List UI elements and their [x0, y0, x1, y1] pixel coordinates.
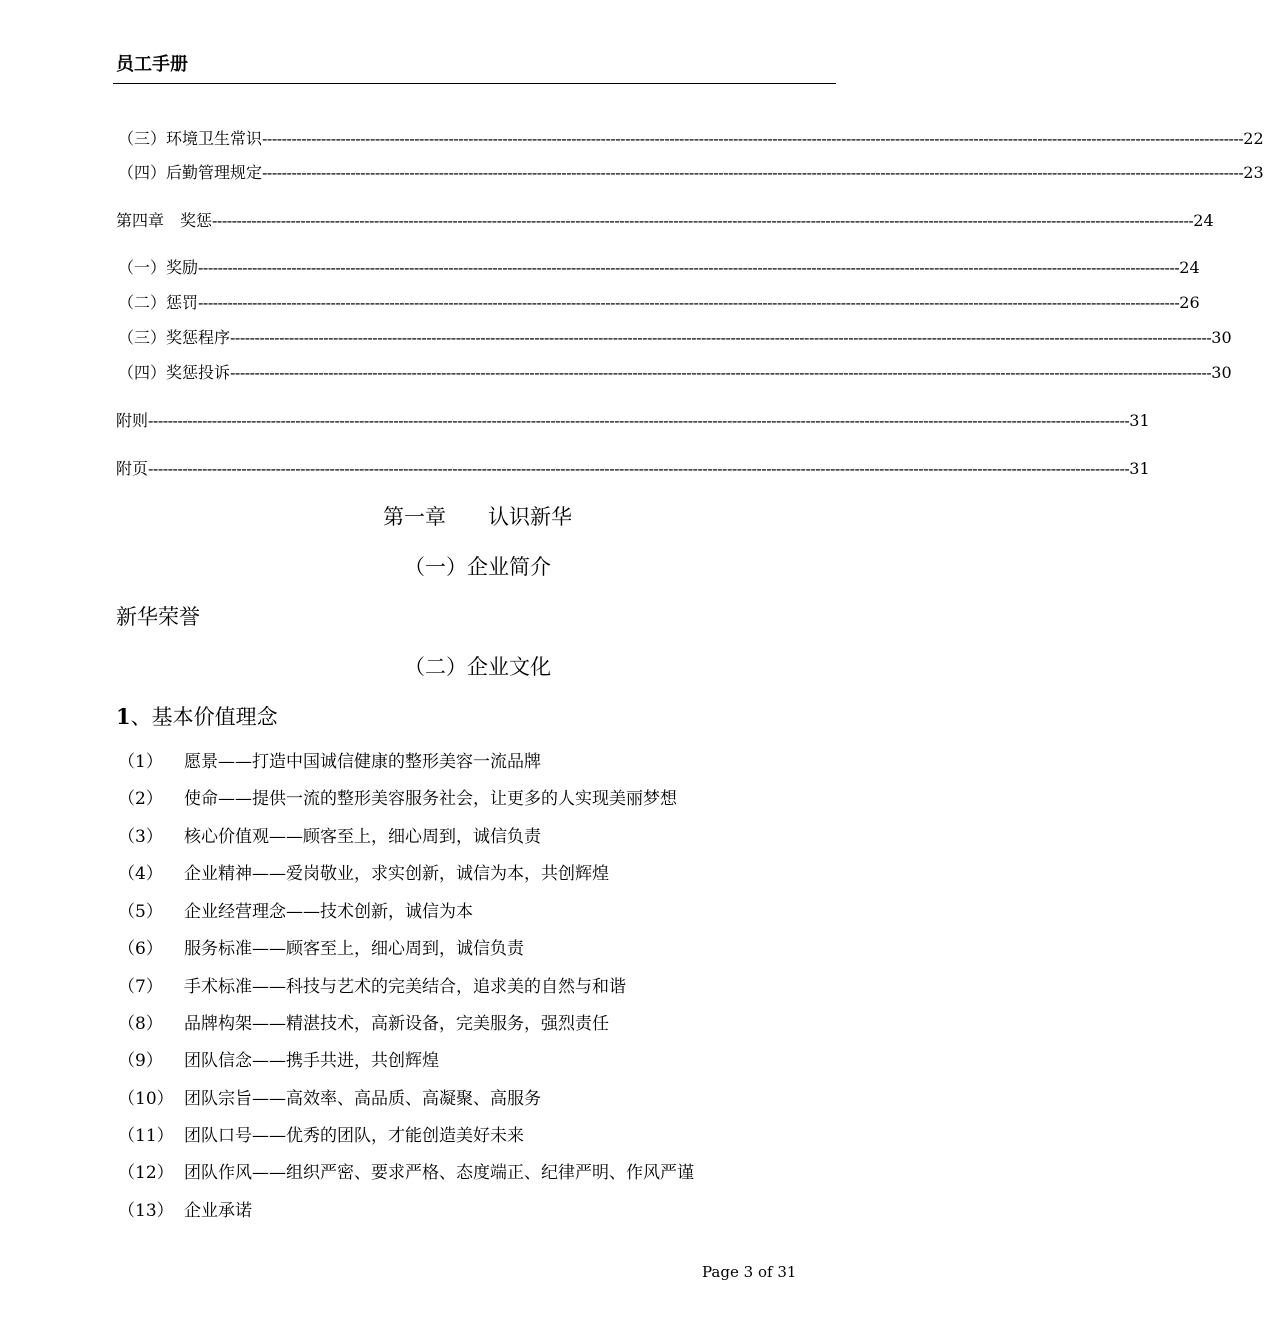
toc-label: 附页 — [116, 459, 149, 478]
list-item — [118, 1088, 541, 1110]
list-item — [118, 976, 626, 998]
list-item — [118, 938, 524, 960]
list-item — [118, 788, 677, 810]
honor-heading: 新华荣誉 — [116, 605, 200, 629]
toc-line — [116, 411, 1150, 431]
item-text: 企业精神——爱岗敬业，求实创新，诚信为本，共创辉煌 — [184, 864, 609, 884]
toc-page: 24 — [1179, 258, 1200, 277]
section-title-intro: （一）企业简介 — [404, 555, 551, 579]
item-number: （6） — [118, 939, 163, 959]
toc-page: 22 — [1243, 129, 1264, 148]
toc-leader: -------------------------------------------------------------------------------------------------------------------------------------------------------------------------------------------------------- — [212, 211, 1194, 230]
item-number: （5） — [118, 902, 163, 922]
list-item — [118, 751, 541, 773]
toc-page: 26 — [1179, 293, 1200, 312]
list-item — [118, 1200, 252, 1222]
list-item — [118, 1125, 524, 1147]
header-rule — [113, 83, 836, 84]
toc-label: （四）奖惩投诉 — [118, 363, 231, 382]
footer-page-label: Page — [702, 1263, 739, 1281]
list-item — [118, 863, 609, 885]
footer-of-label: of — [757, 1263, 773, 1281]
toc-page: 30 — [1211, 328, 1232, 347]
toc-line — [118, 258, 1200, 278]
footer-total-pages: 31 — [777, 1263, 797, 1281]
toc-leader: -------------------------------------------------------------------------------------------------------------------------------------------------------------------------------------------------------- — [262, 129, 1244, 148]
item-text: 愿景——打造中国诚信健康的整形美容一流品牌 — [184, 752, 541, 772]
header-title: 员工手册 — [116, 54, 188, 75]
toc-page: 23 — [1243, 163, 1264, 182]
toc-line — [118, 129, 1264, 149]
toc-label: （二）惩罚 — [118, 293, 199, 312]
footer-page-number: 3 — [743, 1263, 754, 1281]
item-number: （8） — [118, 1014, 163, 1034]
toc-line — [118, 328, 1232, 348]
item-text: 团队信念——携手共进，共创辉煌 — [184, 1051, 439, 1071]
item-number: （1） — [118, 752, 163, 772]
item-text: 企业承诺 — [184, 1201, 252, 1221]
values-heading — [116, 704, 278, 730]
values-heading-text: 、基本价值理念 — [130, 705, 278, 729]
toc-page: 31 — [1129, 411, 1150, 430]
list-item — [118, 1013, 609, 1035]
item-text: 手术标准——科技与艺术的完美结合，追求美的自然与和谐 — [184, 977, 626, 997]
toc-leader: -------------------------------------------------------------------------------------------------------------------------------------------------------------------------------------------------------- — [198, 258, 1180, 277]
toc-label: （三）奖惩程序 — [118, 328, 231, 347]
toc-leader: -------------------------------------------------------------------------------------------------------------------------------------------------------------------------------------------------------- — [230, 328, 1212, 347]
toc-line — [116, 459, 1150, 479]
toc-line — [118, 293, 1200, 313]
item-number: （7） — [118, 977, 163, 997]
list-item — [118, 1050, 439, 1072]
item-number: （4） — [118, 864, 163, 884]
item-number: （10） — [118, 1089, 174, 1109]
toc-leader: -------------------------------------------------------------------------------------------------------------------------------------------------------------------------------------------------------- — [230, 363, 1212, 382]
item-text: 团队宗旨——高效率、高品质、高凝聚、高服务 — [184, 1089, 541, 1109]
values-heading-number: 1 — [116, 704, 131, 729]
item-number: （2） — [118, 789, 163, 809]
toc-label: 第四章 奖惩 — [116, 211, 213, 230]
item-text: 企业经营理念——技术创新，诚信为本 — [184, 902, 473, 922]
list-item — [118, 826, 541, 848]
item-number: （13） — [118, 1201, 174, 1221]
list-item — [118, 901, 473, 923]
item-text: 团队作风——组织严密、要求严格、态度端正、纪律严明、作风严谨 — [184, 1163, 694, 1183]
item-number: （9） — [118, 1051, 163, 1071]
toc-label: 附则 — [116, 411, 149, 430]
toc-label: （三）环境卫生常识 — [118, 129, 263, 148]
toc-leader: -------------------------------------------------------------------------------------------------------------------------------------------------------------------------------------------------------- — [148, 411, 1130, 430]
toc-line — [116, 211, 1214, 231]
page-footer — [702, 1262, 796, 1282]
toc-line — [118, 163, 1264, 183]
item-number: （11） — [118, 1126, 174, 1146]
toc-line — [118, 363, 1232, 383]
toc-label: （一）奖励 — [118, 258, 199, 277]
list-item — [118, 1162, 694, 1184]
toc-leader: -------------------------------------------------------------------------------------------------------------------------------------------------------------------------------------------------------- — [198, 293, 1180, 312]
toc-leader: -------------------------------------------------------------------------------------------------------------------------------------------------------------------------------------------------------- — [148, 459, 1130, 478]
toc-label: （四）后勤管理规定 — [118, 163, 263, 182]
toc-page: 31 — [1129, 459, 1150, 478]
section-title-culture: （二）企业文化 — [404, 655, 551, 679]
toc-page: 30 — [1211, 363, 1232, 382]
toc-leader: -------------------------------------------------------------------------------------------------------------------------------------------------------------------------------------------------------- — [262, 163, 1244, 182]
item-text: 团队口号——优秀的团队，才能创造美好未来 — [184, 1126, 524, 1146]
item-text: 品牌构架——精湛技术，高新设备，完美服务，强烈责任 — [184, 1014, 609, 1034]
item-text: 服务标准——顾客至上，细心周到，诚信负责 — [184, 939, 524, 959]
chapter-title: 第一章 认识新华 — [383, 505, 572, 529]
item-text: 核心价值观——顾客至上，细心周到，诚信负责 — [184, 827, 541, 847]
toc-page: 24 — [1193, 211, 1214, 230]
item-text: 使命——提供一流的整形美容服务社会，让更多的人实现美丽梦想 — [184, 789, 677, 809]
item-number: （12） — [118, 1163, 174, 1183]
item-number: （3） — [118, 827, 163, 847]
